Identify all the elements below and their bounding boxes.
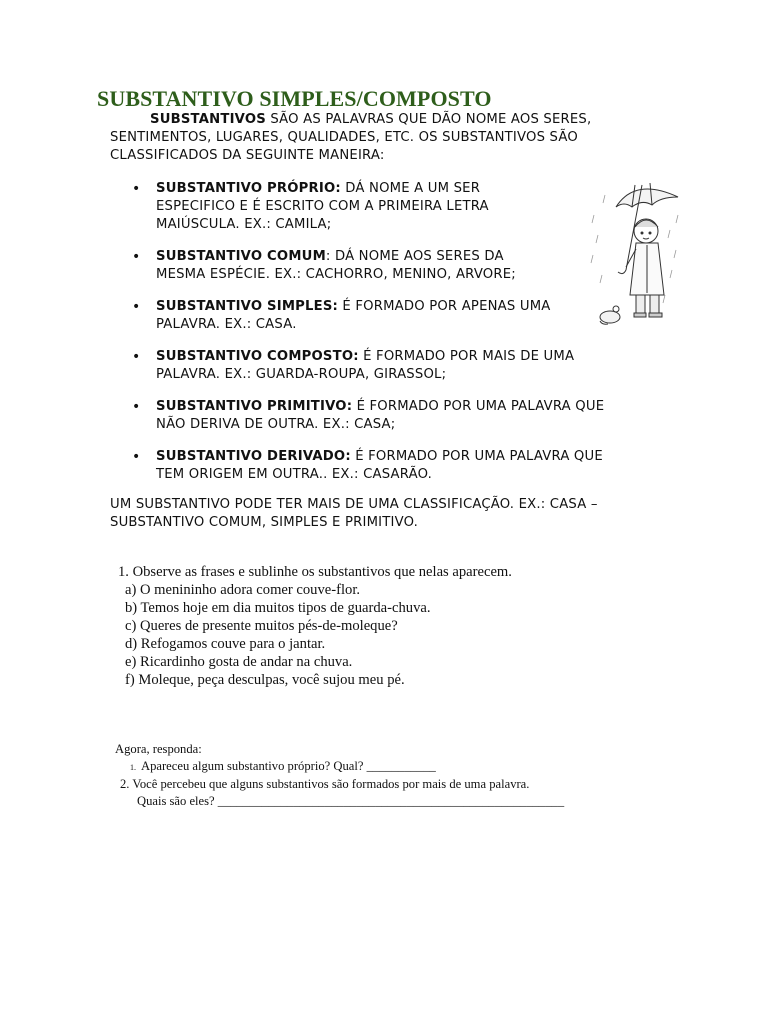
definition-line: NÃO DERIVA DE OUTRA. EX.: CASA; [156,417,396,432]
question-1 [115,758,675,776]
definition-line: DÁ NOME A UM SER [340,181,481,196]
bullet-icon: • [132,449,141,465]
term-simples: SUBSTANTIVO SIMPLES: [156,299,339,314]
definition-line: ESPECIFICO E É ESCRITO COM A PRIMEIRA LETRA [156,199,489,214]
exercise-sentence: e) Ricardinho gosta de andar na chuva. [125,654,353,670]
answer-section [115,741,675,810]
definition-line: É FORMADO POR UMA PALAVRA QUE [352,399,605,414]
definition-line: MAIÚSCULA. EX.: CAMILA; [156,217,332,232]
bullet-icon: • [132,349,141,365]
term-derivado: SUBSTANTIVO DERIVADO: [156,449,351,464]
exercise-instruction: 1. Observe as frases e sublinhe os substantivos que nelas aparecem. [118,564,512,580]
list-item-comum [130,248,581,284]
definition-line: : DÁ NOME AOS SERES DA [325,249,504,264]
child-with-umbrella-in-rain-icon [590,175,680,335]
term-comum: SUBSTANTIVO COMUM [156,249,326,264]
intro-line-1: SÃO AS PALAVRAS QUE DÃO NOME AOS SERES, [265,112,592,127]
definition-line: PALAVRA. EX.: GUARDA-ROUPA, GIRASSOL; [156,367,447,382]
question-1-number: 1. [130,763,136,772]
term-composto: SUBSTANTIVO COMPOSTO: [156,349,359,364]
summary-line-1: UM SUBSTANTIVO PODE TER MAIS DE UMA CLASSIFICAÇÃO. EX.: CASA – [110,497,598,512]
exercise-sentence: f) Moleque, peça desculpas, você sujou meu pé. [125,672,405,688]
definition-line: É FORMADO POR APENAS UMA [338,299,551,314]
exercise-sentence: b) Temos hoje em dia muitos tipos de guarda-chuva. [125,600,431,616]
definition-line: É FORMADO POR MAIS DE UMA [358,349,575,364]
exercise-sentence: a) O menininho adora comer couve-flor. [125,582,361,598]
page-title: SUBSTANTIVO SIMPLES/COMPOSTO [97,86,492,111]
summary-line-2: SUBSTANTIVO COMUM, SIMPLES E PRIMITIVO. [110,515,419,530]
definition-line: PALAVRA. EX.: CASA. [156,317,297,332]
exercise-sentence: d) Refogamos couve para o jantar. [125,636,326,652]
list-item-simples [130,298,596,334]
intro-line-3: CLASSIFICADOS DA SEGUINTE MANEIRA: [110,148,385,163]
bullet-icon: • [132,181,141,197]
bullet-icon: • [132,399,141,415]
intro-paragraph [110,111,630,165]
term-primitivo: SUBSTANTIVO PRIMITIVO: [156,399,353,414]
definition-line: MESMA ESPÉCIE. EX.: CACHORRO, MENINO, ARVORE; [156,267,516,282]
definition-line: TEM ORIGEM EM OUTRA.. EX.: CASARÃO. [156,467,433,482]
exercise-sentence: c) Queres de presente muitos pés-de-moleque? [125,618,398,634]
question-2-answer-line: Quais são eles? _______________________________________________________ [137,794,565,808]
summary-paragraph [110,496,640,532]
bullet-icon: • [132,299,141,315]
list-item-primitivo [130,398,630,434]
exercise-1 [118,563,678,689]
list-item-derivado [130,448,630,484]
definition-line: É FORMADO POR UMA PALAVRA QUE [350,449,603,464]
question-1-text: Apareceu algum substantivo próprio? Qual? ___________ [141,759,436,773]
term-proprio: SUBSTANTIVO PRÓPRIO: [156,181,341,196]
intro-bold-term: SUBSTANTIVOS [150,112,266,127]
bullet-icon: • [132,249,141,265]
answer-heading: Agora, responda: [115,742,202,756]
classification-list [130,180,630,498]
list-item-composto [130,348,630,384]
question-2: 2. Você percebeu que alguns substantivos são formados por mais de uma palavra. [120,777,530,791]
intro-line-2: SENTIMENTOS, LUGARES, QUALIDADES, ETC. OS SUBSTANTIVOS SÃO [110,130,578,145]
list-item-proprio [130,180,581,234]
